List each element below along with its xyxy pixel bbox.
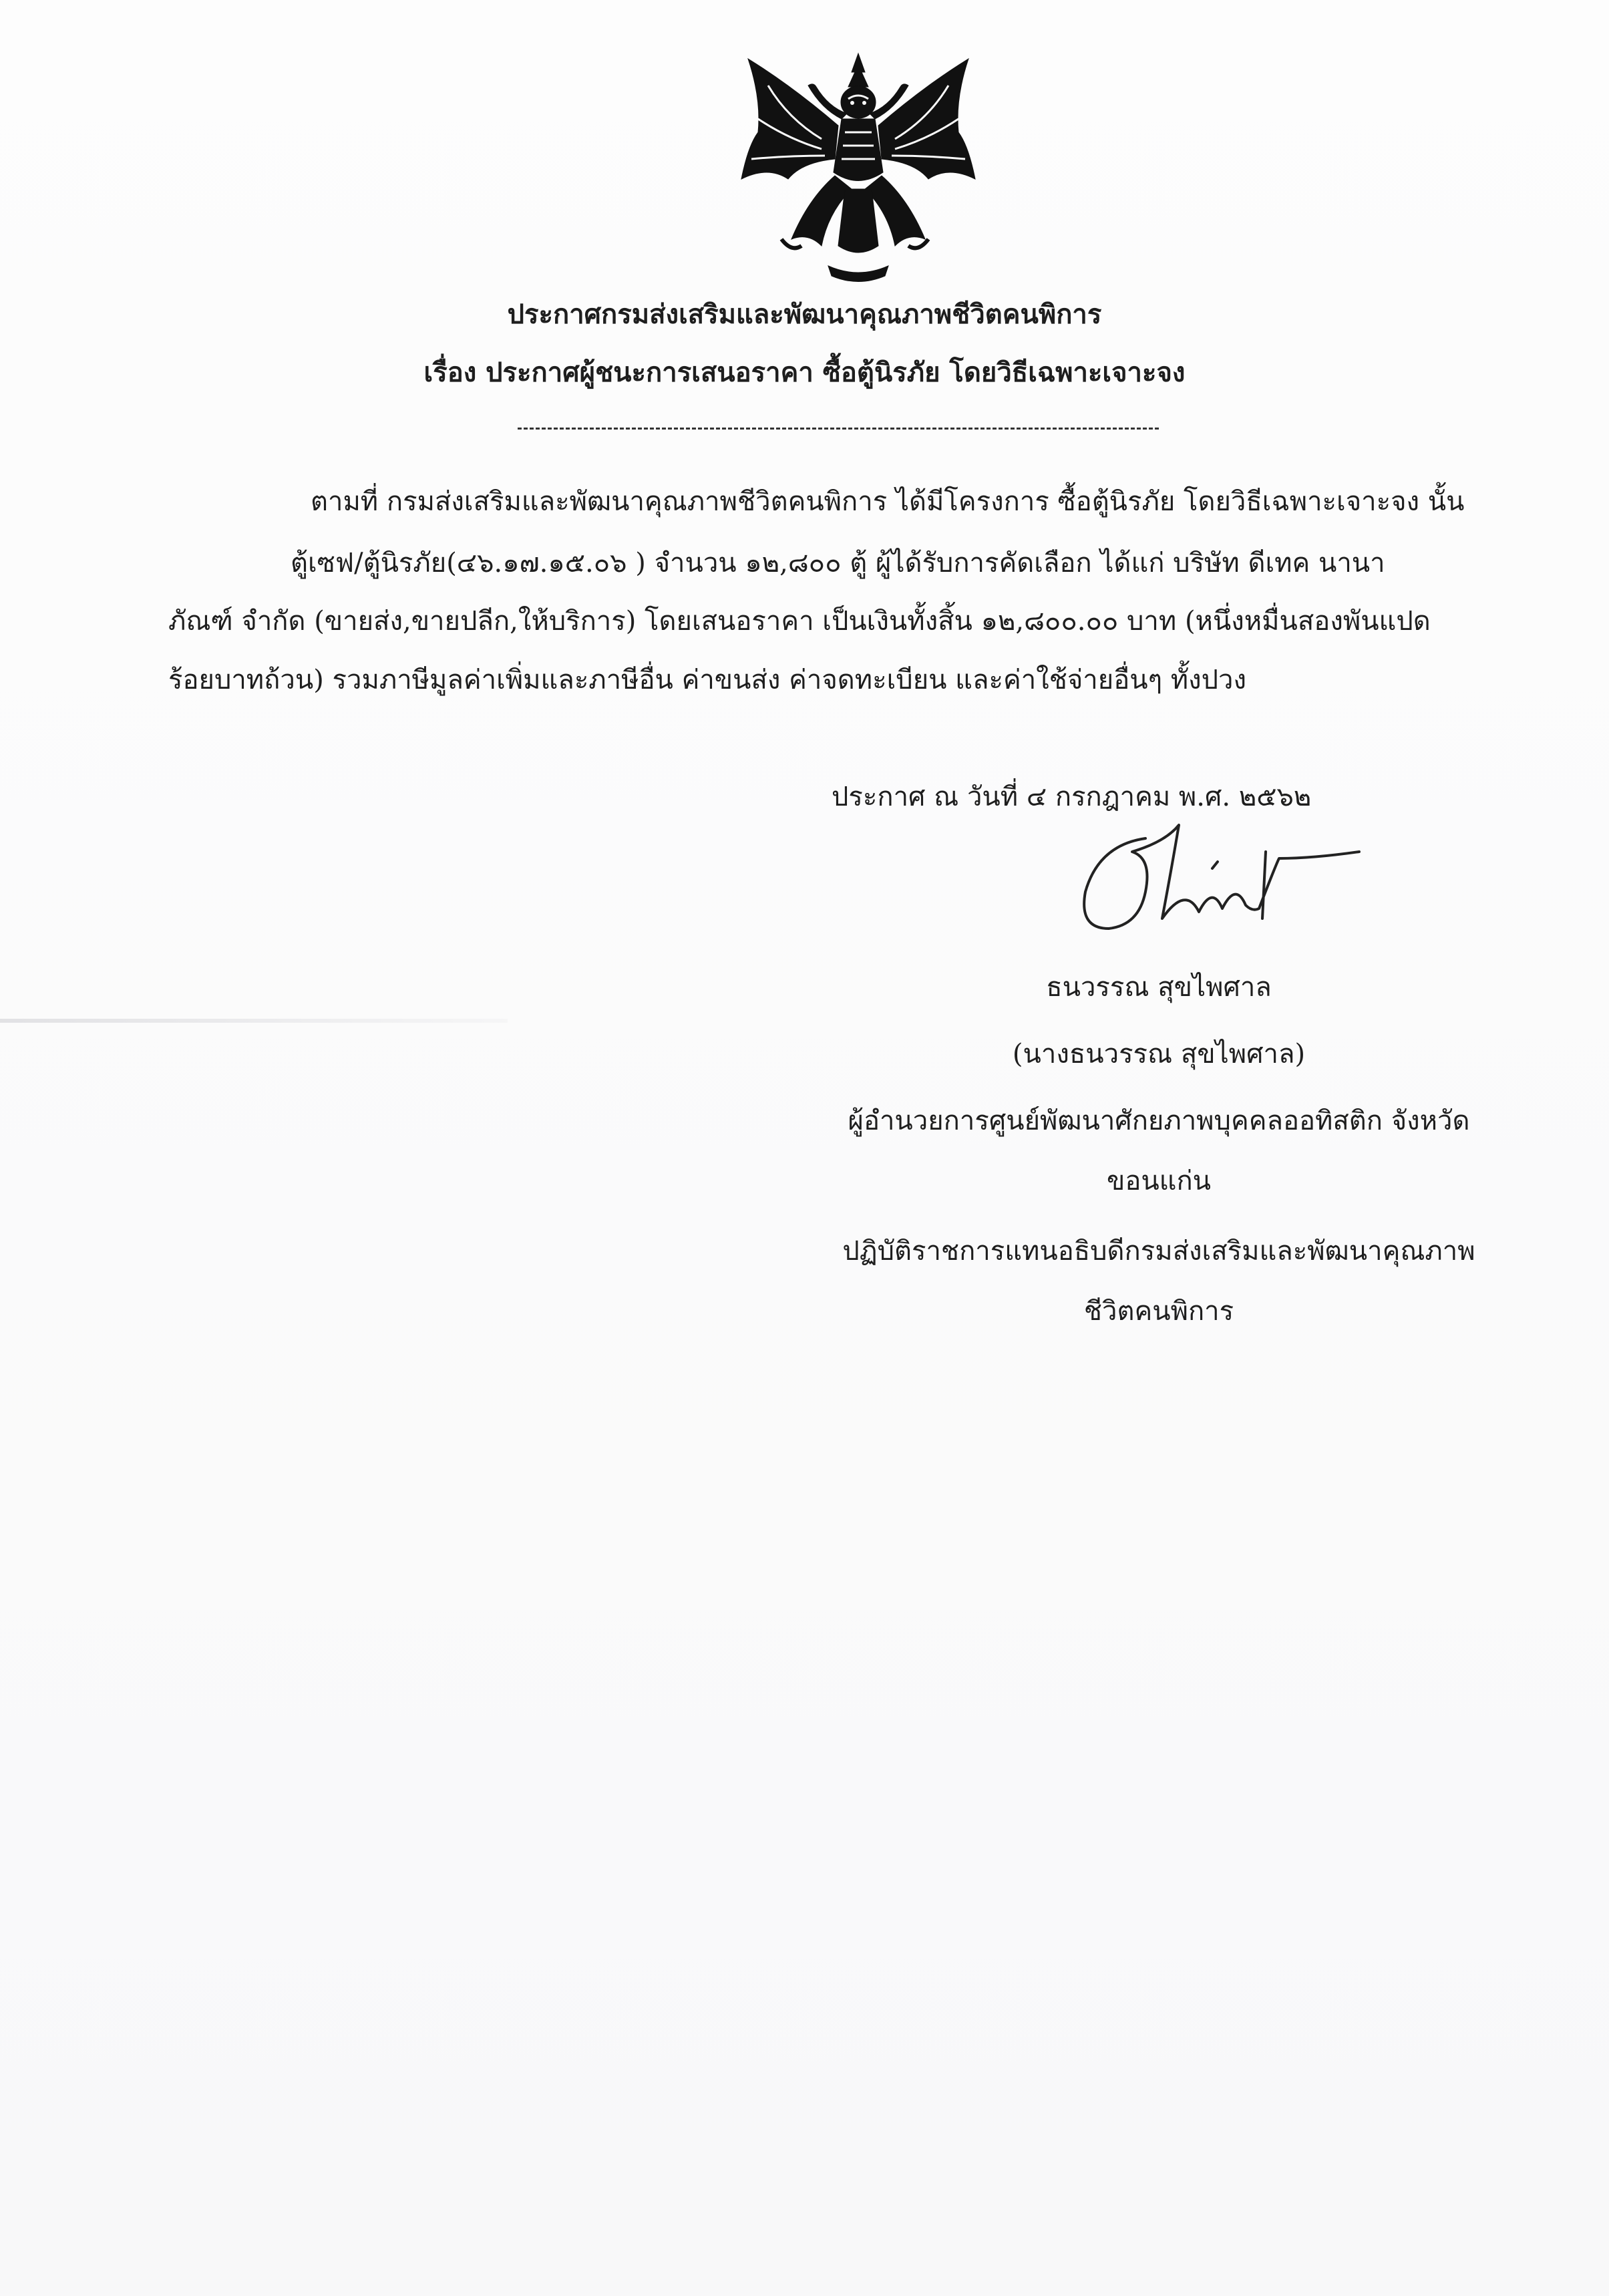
announcement-date: ประกาศ ณ วันที่ ๔ กรกฎาคม พ.ศ. ๒๕๖๒ <box>832 782 1312 812</box>
signer-full-name: (นางธนวรรณ สุขไพศาล) <box>1012 1039 1306 1070</box>
body-line: ร้อยบาทถ้วน) รวมภาษีมูลค่าเพิ่มและภาษีอื่น ค่าขนส่ง ค่าจดทะเบียน และค่าใช้จ่ายอื่นๆ ทั้งปวง <box>168 665 1247 695</box>
acting-on-behalf-cont: ชีวิตคนพิการ <box>1083 1296 1234 1327</box>
body-line: ภัณฑ์ จำกัด (ขายส่ง,ขายปลีก,ให้บริการ) โดยเสนอราคา เป็นเงินทั้งสิ้น ๑๒,๘๐๐.๐๐ บาท (หนึ่งหมื่นสองพันแปด <box>168 606 1431 637</box>
signer-position: ผู้อำนวยการศูนย์พัฒนาศักยภาพบุคคลออทิสติก จังหวัด <box>848 1106 1470 1136</box>
announcement-title: ประกาศกรมส่งเสริมและพัฒนาคุณภาพชีวิตคนพิการ <box>507 299 1102 330</box>
scan-streak <box>0 1019 508 1023</box>
body-line: ตามที่ กรมส่งเสริมและพัฒนาคุณภาพชีวิตคนพิการ ได้มีโครงการ ซื้อตู้นิรภัย โดยวิธีเฉพาะเจาะจง นั้น <box>311 486 1465 517</box>
acting-on-behalf: ปฏิบัติราชการแทนอธิบดีกรมส่งเสริมและพัฒนาคุณภาพ <box>842 1236 1475 1267</box>
announcement-subject: เรื่อง ประกาศผู้ชนะการเสนอราคา ซื้อตู้นิรภัย โดยวิธีเฉพาะเจาะจง <box>423 357 1186 388</box>
garuda-emblem-icon <box>728 45 989 293</box>
body-line: ตู้เซฟ/ตู้นิรภัย(๔๖.๑๗.๑๕.๐๖ ) จำนวน ๑๒,๘๐๐ ตู้ ผู้ได้รับการคัดเลือก ได้แก่ บริษัท ดีเทค นานา <box>291 548 1385 579</box>
handwritten-signature <box>1045 812 1366 952</box>
separator-rule <box>518 428 1159 430</box>
signer-position-cont: ขอนแก่น <box>1106 1166 1212 1196</box>
signer-name: ธนวรรณ สุขไพศาล <box>1046 972 1272 1003</box>
